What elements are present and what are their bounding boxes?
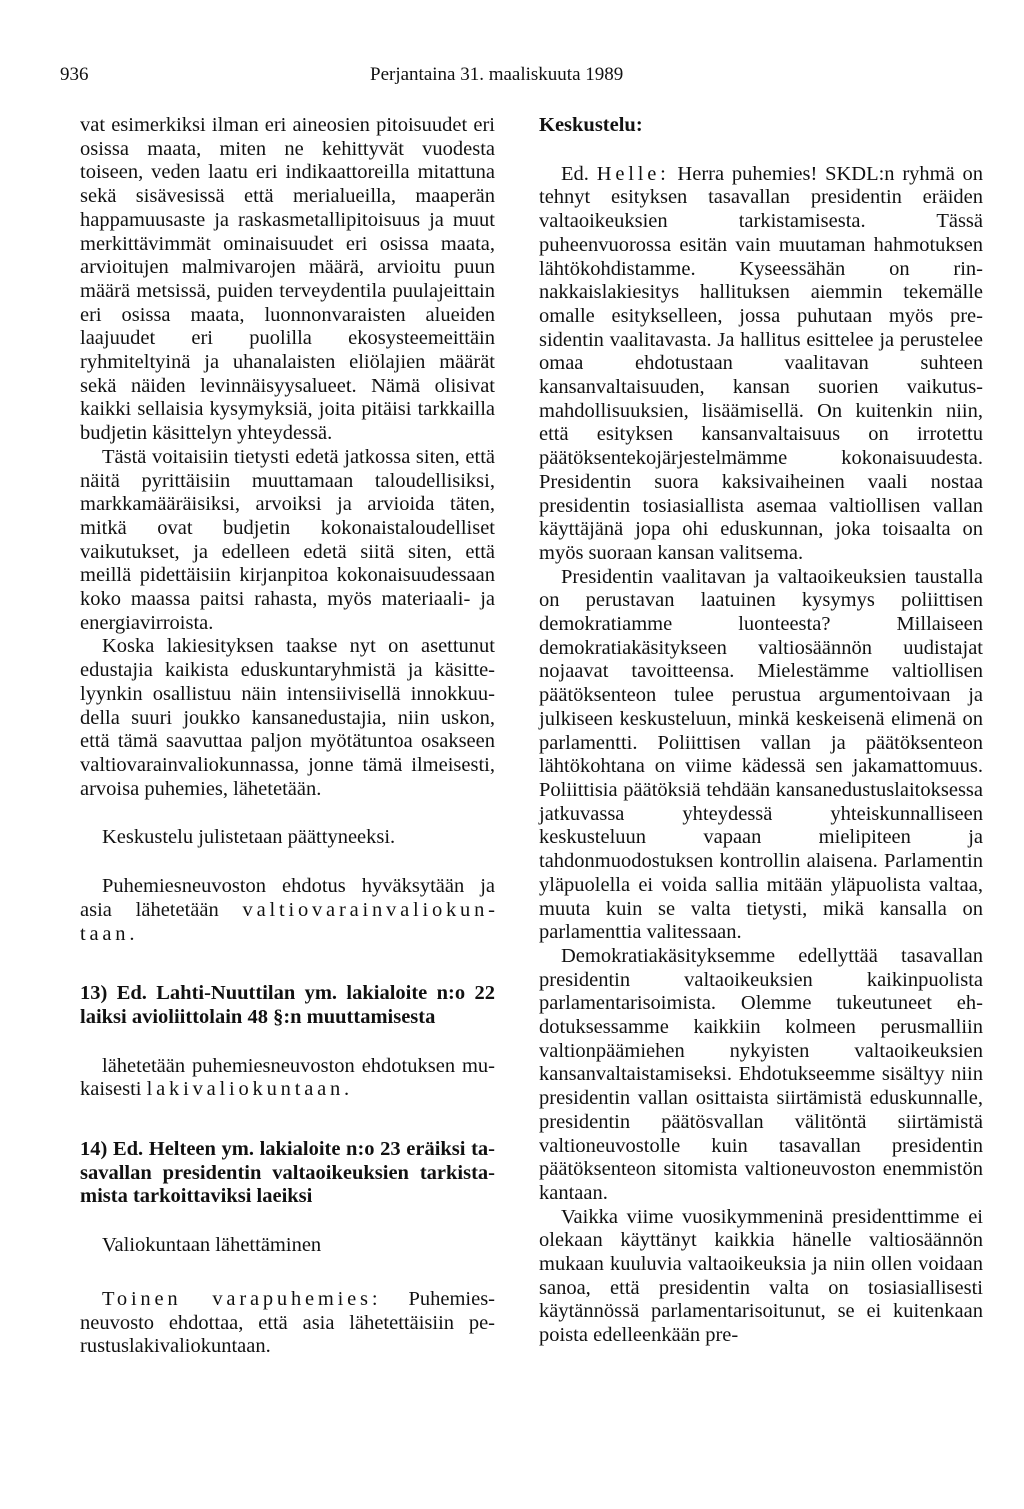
paragraph: Demokratiakäsityksemme edellyttää tasavallan presidentin valtaoikeuksien kaikinpuolista parlamentarisoimista. Olemme tukeutuneet ehdotuksessamme kaikkiin kolmeen perusmalliin valtionpäämiehen nykyisten valtaoikeuksien kansanvaltaistamiseksi. Ehdotukseemme sisältyy niin presidentin vallan osittaista siirtämistä eduskunnalle, presidentin päätösvallan välitöntä siirtämistä valtioneuvostolle kuin tasavallan presidentin päätöksenteon sitomista valtioneuvoston enemmistön kantaan. <box>539 944 983 1204</box>
item-14-subheading: Valiokuntaan lähettäminen <box>102 1234 322 1257</box>
speaker-name: Helle: <box>596 162 670 185</box>
speech-text: Puhemiesneuvosto ehdottaa, että asia lähetettäisiin perustuslakivaliokuntaan. <box>80 1287 495 1358</box>
speaker-name: Toinen varapuhemies: <box>102 1287 382 1310</box>
committee-name: valtiovarainvaliokuntaan. <box>80 898 495 945</box>
paragraph: Tästä voitaisiin tietysti edetä jatkossa siten, että näitä pyrittäisiin muuttamaan taloudellisiksi, markkamääräisiksi, arvoiksi ja arvioida täten, mitkä ovat budjetin kokonaistaloudelliset vaikutukset, ja edelleen edetä siitä siten, että meillä pidettäisiin kirjanpitoa kokonaisuudessaan koko maassa paitsi rahasta, myös materiaali- ja energiavirroista. <box>80 445 495 634</box>
decision-text: Puhemiesneuvoston ehdotus hyväksytään ja asia lähetetään <box>80 875 495 921</box>
running-head-date: Perjantaina 31. maaliskuuta 1989 <box>370 64 624 85</box>
item-13-heading: 13) Ed. Lahti-Nuuttilan ym. lakialoite n:o 22 laiksi avioliittolain 48 §:n muuttamisesta <box>80 982 495 1028</box>
decision-paragraph <box>80 875 495 946</box>
paragraph: Presidentin vaalitavan ja valtaoikeuksien taustalla on perustavan laatuinen kysymys poliittisen demokratiamme luonteesta? Millaiseen demokratiakäsitykseen valtiosäännön uudistajat nojaavat tavoitteensa. Mielestämme valtiollisen päätöksenteon tulee perustua argumentoivaan ja julkiseen keskusteluun, minkä keskeisenä elimenä on parlamentti. Poliittisen vallan ja päätöksenteon lähtökohtana on viime kädessä sen jakamattomuus. Poliittisia päätöksiä tehdään kansanedustuslaitoksessa jatkuvassa yhteydessä yhteiskunnalliseen keskusteluun vapaan mielipiteen ja tahdonmuodostuksen kontrollin alaisena. Parlamentin yläpuolella ei voida sallia mitään yläpuolista valtaa, muuta kuin se valta tietysti, mikä kansalla on parlamenttia valitessaan. <box>539 565 983 944</box>
speaker-prefix: Ed. <box>561 162 589 185</box>
paragraph: vat esimerkiksi ilman eri aineosien pitoisuudet eri osissa maata, miten ne kehittyvät vuodesta toiseen, veden laatu eri indikaattoreilla mitattuna sekä sisävesissä että merialueilla, maaperän happamuusaste ja raskasmetallipitoisuus ja muut merkittävimmät ominaisuudet eri osissa maata, arvioitujen malmivarojen määrä, arvioitu puun määrä metsissä, puiden terveydentila puulajeittain eri osissa maata, luonnonvaraisten alueiden laajuudet eri puolilla ekosysteemeittäin ryhmiteltyinä ja uhanalaisten eliölajien määrät sekä näiden levinnäisyysalueet. Nämä olisivat kaikki sellaisia kysymyksiä, joita pitäisi tarkkailla budjetin käsittelyn yhteydessä. <box>80 114 495 445</box>
right-column <box>539 114 983 1348</box>
speech-text: Herra puhemies! SKDL:n ryhmä on tehnyt esityksen tasavallan presidentin eräiden valtaoikeuksien tarkistamisesta. Tässä puheenvuorossa esitän vain muutaman hahmotuksen lähtökohdistamme. Kyseessähän on rinnakkaislakiesitys hallituksen aiemmin tekemälle omalle esitykselleen, jossa puhutaan myös presidentin vaalitavasta. Ja hallitus esittelee ja perustelee omaa ehdotustaan vaalitavan suhteen kansanvaltaisuuden, kansan suorien vaikutusmahdollisuuksien, lisäämisellä. On kuitenkin niin, että esityksen kansanvaltaisuus on irrotettu päätöksentekojärjestelmämme kokonaisuudesta. Presidentin suora kaksivaiheinen vaali nostaa presidentin tosiasiallista asemaa valtiollisen vallan käyttäjänä jopa ohi eduskunnan, joka toisaalta on myös suoraan kansan valitsema. <box>539 162 984 564</box>
page-number: 936 <box>60 64 89 85</box>
item-13-body: lähetetään puhemiesneuvoston ehdotuksen mukaisesti <box>80 1054 495 1101</box>
item-13-text <box>80 1055 495 1102</box>
item-14-heading: 14) Ed. Helteen ym. lakialoite n:o 23 eräiksi tasavallan presidentin valtaoikeuksien tarkistamista tarkoittaviksi laeiksi <box>80 1138 495 1208</box>
left-column <box>80 114 495 1359</box>
discussion-heading: Keskustelu: <box>539 114 643 136</box>
committee-name: lakivaliokuntaan. <box>146 1078 353 1101</box>
paragraph: Vaikka viime vuosikymmeninä presidenttimme ei olekaan käyttänyt kaikkia hänelle valtiosäännön mukaan kuuluvia valtaoikeuksia ja niin ollen voidaan sanoa, että presidentin valta on tosiasiallisesti käytännössä parlamentarisoitunut, se ei kuitenkaan poista edelleenkään pre- <box>539 1205 983 1347</box>
discussion-closed-note: Keskustelu julistetaan päättyneeksi. <box>102 826 396 849</box>
item-14-speech <box>80 1288 495 1359</box>
paragraph: Koska lakiesityksen taakse nyt on asettunut edustajia kaikista eduskuntaryhmistä ja käsittelyynkin osallistuu näin intensiivisellä innokkuudella suuri joukko kansanedustajia, niin uskon, että tämä saavuttaa paljon myötätuntoa osakseen valtiovarainvaliokunnassa, jonne tämä ilmeisesti, arvoisa puhemies, lähetetään. <box>80 635 495 800</box>
page-header <box>0 64 1024 94</box>
speech-paragraph <box>539 163 983 566</box>
